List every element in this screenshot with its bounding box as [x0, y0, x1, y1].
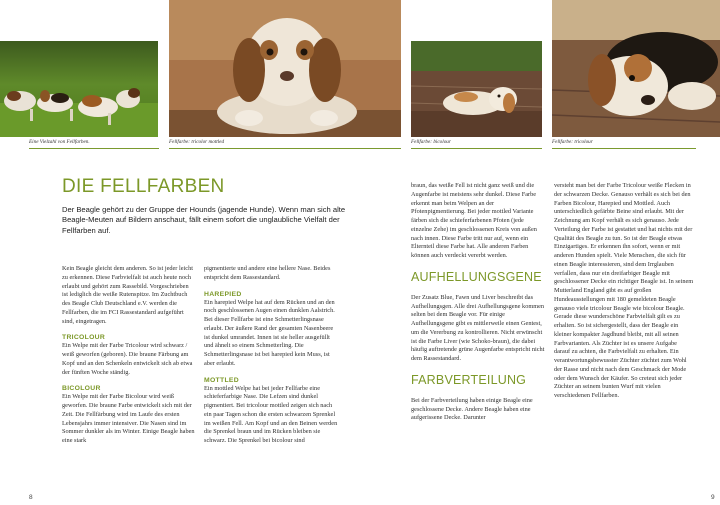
paragraph: Kein Beagle gleicht dem anderen. So ist jeder leicht zu erkennen. Diese Farbvielfalt ist auch heute noch erlaubt und gehört zum Rassebild. Vorgeschrieben ist lediglich die weiße Rutenspitze. Im Zuchtbuch des Beagle Club Deutschland e.V. werden die Fellfarben, die im FCI Rassestandard aufgeführt sind, eingetragen. — [62, 265, 193, 325]
heading-farbverteilung: FARBVERTEILUNG — [411, 372, 527, 387]
photo-beagle-pack — [0, 41, 158, 137]
text-column-1 — [62, 265, 196, 446]
caption-tricolour: Fellfarbe: tricolour — [552, 139, 593, 145]
intro-text: Der Beagle gehört zu der Gruppe der Hounds (jagende Hunde). Wenn man sich alte Beagle-Meuten auf Bildern anschaut, fällt einem sofort die unglaubliche Vielfalt der Fellfarben auf. — [62, 205, 346, 235]
text-column-4 — [554, 182, 694, 401]
text-column-3 — [411, 182, 546, 423]
page-number-right: 9 — [711, 494, 715, 501]
caption-bicolour: Fellfarbe: bicolour — [411, 139, 451, 145]
page-title: DIE FELLFARBEN — [62, 176, 225, 197]
caption-tricolor-mottled: Fellfarbe: tricolor mottled — [169, 139, 225, 145]
caption-pack: Eine Vielzahl von Fellfarben. — [29, 139, 90, 145]
subheading-harepied: HAREPIED — [204, 290, 242, 298]
text-column-2 — [204, 265, 338, 446]
paragraph: Ein Welpe mit der Farbe Bicolour wird weiß geworfen. Die braune Farbe entwickelt sich mit der Zeit. Die Fellfärbung wird im Laufe des ersten Lebensjahrs immer intensiver. Die Nasen sind im Sommer dunkler als im Winter. Einige Beagle haben eine stark — [62, 393, 195, 444]
photo-tricolour-puppy — [552, 0, 720, 137]
caption-rule — [552, 148, 696, 149]
paragraph: Ein mottled Welpe hat bei jeder Fellfarbe eine schieferfarbige Nase. Die Lefzen sind dunkel pigmentiert. Bei tricolour mottled zeigen sich nach ein paar Tagen schon die ersten schwarzen Sprenkel im weißen Fell. Am Kopf und an den Beinen werden die Sprenkel braun und im Rücken bleiben sie schwarz. Die Sprenkel bei bicolour sind — [204, 384, 338, 444]
paragraph: Der Zusatz Blue, Fawn und Liver beschreibt das Aufhellungsgen. Alle drei Aufhellungsgene kommen selten bei dem Beagle vor. Für einige Aufhellungsgene gibt es mittlerweile einen Gentest, um die Vererbung zu kontrollieren. Nicht erwünscht ist die Farbe Liver (wie Schoko-braun), die dabei häufig auftretende grüne Augenfarbe entspricht nicht dem Rassestandard. — [411, 293, 545, 362]
caption-rule — [169, 148, 401, 149]
page-number-left: 8 — [29, 494, 33, 501]
caption-rule — [411, 148, 542, 149]
photo-tricolor-mottled-puppy — [169, 0, 401, 137]
paragraph: braun, das weiße Fell ist nicht ganz weiß und die Augenfarbe ist meistens sehr dunkel. Diese Farbe erkennt man beim Welpen an der Pfotenpigmentierung. Bei jeder mottled Variante färben sich die schieferfarbenen Pfoten (jede einzelne Zehe) im geschlossenen Kreis von außen nach innen. Diese Farbe tritt nur auf, wenn ein Elternteil diese Farbe hat. Alle anderen Farben können auch verdeckt vererbt werden. — [411, 182, 537, 259]
heading-aufhellungsgene: AUFHELLUNGSGENE — [411, 269, 542, 284]
subheading-tricolour: TRICOLOUR — [62, 334, 106, 342]
paragraph: versteht man bei der Farbe Tricolour weiße Flecken in der schwarzen Decke. Genauso verhält es sich bei den Farben Bicolour, Harepied und Mottled. Auch unterschiedlich gefärbte Beine sind erlaubt. Mit der Zeichnung am Kopf verhält es sich genauso. Jede Verteilung der Farbe ist gestattet und hat nichts mit der Qualität des Beagle zu tun. So ist der Beagle etwas Einzigartiges. Er erkennen ihn sofort, wenn er mit anderen Hunden spielt. Viele Menschen, die sich für einen Beagle interessieren, sind dem Irrglauben verfallen, dass nur ein dreifarbiger Beagle mit geschlossener Decke ein richtiger Beagle ist. In seinem Mutterland England gibt es auf großen Hundeausstellungen mit 180 gemeldeten Beagle genauso viele tricolour Beagle wie bicolour Beagle. Gerade diese wunderschöne Farbvielfalt gilt es zu erhalten. So ist sichergestellt, dass der Beagle ein kleiner kompakter Jagdhund bleibt, mit all seinen Farbvarianten. Als Züchter ist es unsere Aufgabe darauf zu achten, die Farbvielfalt zu erhalten. Ein verantwortungsbewusster Züchter züchtet zum Wohl der Rasse und nicht nach dem Geschmack der Mode oder dem Wunsch der Käufer. So creteut sich jeder Züchter an seinem bunten Wurf mit vielen verschiedenen Fellfarben. — [554, 182, 694, 399]
paragraph: pigmentierte und andere eine hellere Nase. Beides entspricht dem Rassestandard. — [204, 265, 331, 281]
paragraph: Ein Welpe mit der Farbe Tricolour wird schwarz / weiß geworfen (geboren). Die braune Färbung am Kopf und an den Schenkeln entwickelt sich ab etwa der fünften Woche ständig. — [62, 342, 193, 376]
caption-rule — [29, 148, 159, 149]
subheading-mottled: MOTTLED — [204, 376, 239, 384]
paragraph: Bei der Farbverteilung haben einige Beagle eine geschlossene Decke. Andere Beagle haben eine aufgerissene Decke. Darunter — [411, 396, 533, 422]
subheading-bicolour: BICOLOUR — [62, 385, 101, 393]
paragraph: Ein harepied Welpe hat auf dem Rücken und an den noch geschlossenen Augen einen dunklen Aalstrich. Bei dieser Fellfarbe ist eine Schmetterlingsnase erlaubt. Der äußere Rand der gesamten Nasenbeere ist dunkel umrandet. Innen ist sie heller ausgefüllt und ähnelt so einem Schmetterling. Die Schmetterlingsnase ist bei harepied kein Muss, ist aber erlaubt. — [204, 298, 335, 367]
photo-bicolour-puppy — [411, 41, 542, 137]
